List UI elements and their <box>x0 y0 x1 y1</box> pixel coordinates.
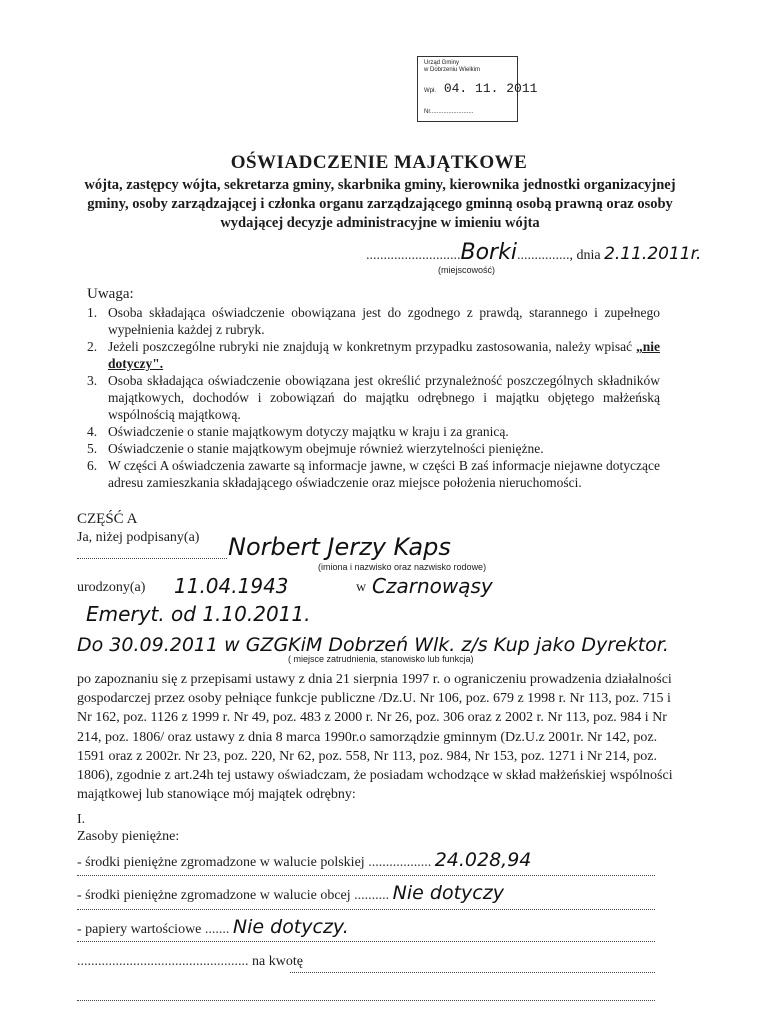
stamp-number-label: Nr <box>424 109 430 115</box>
note-text: Osoba składająca oświadczenie obowiązana jest określić przynależność poszczególnych składników majątkowych, dochodów i zobowiązań do majątku odrębnego i majątku objętego małżeńską wspólnością majątkową. <box>108 373 660 422</box>
note-number: 6. <box>87 458 98 473</box>
date-value: 2.11.2011r. <box>604 244 702 264</box>
document-subtitle: wójta, zastępcy wójta, sekretarza gminy, skarbnika gminy, kierownika jednostki organizacyjnej gminy, osoby zarządzającej i członka organu zarządzającego gminną osobą prawną oraz osoby wydającej decyzje administracyjne w imieniu wójta <box>84 177 676 231</box>
name-value: Norbert Jerzy Kaps <box>228 533 451 561</box>
dotted-rule <box>77 1000 655 1001</box>
note-number: 3. <box>87 373 98 388</box>
amount-dots: ................................................. <box>77 954 249 969</box>
note-item <box>87 304 660 338</box>
stamp-received-label: Wpł. <box>424 88 436 94</box>
note-text: W części A oświadczenia zawarte są informacje jawne, w części B zaś informacje niejawne dotyczące adresu zamieszkania składającego oświadczenie oraz miejsce położenia nieruchomości. <box>108 458 660 490</box>
stamp-office-line2: w Dobrzeniu Wielkim <box>424 67 481 73</box>
statement-body: po zapoznaniu się z przepisami ustawy z dnia 21 sierpnia 1997 r. o ograniczeniu prowadzenia działalności gospodarczej przez osoby pełniące funkcje publiczne /Dz.U. Nr 106, poz. 679 z 1998 r. Nr 113, poz. 715 i Nr 162, poz. 1126 z 1999 r. Nr 49, poz. 483 z 2000 r. Nr 26, poz. 306 oraz z 2002 r. Nr 113, poz. 984 i Nr 214, poz. 1806/ oraz ustawy z dnia 8 marca 1990r.o samorządzie gminnym (Dz.U.z 2001r. Nr 142, poz. 1591 oraz z 2002r. Nr 23, poz. 220, Nr 62, poz. 558, Nr 113, poz. 984, Nr 153, poz. 1271 i Nr 214, poz. 1806), zgodnie z art.24h tej ustawy oświadczam, że posiadam wchodzące w skład małżeńskiej wspólności majątkowej lub stanowiące mój majątek odrębny: <box>77 672 673 803</box>
amount-label: na kwotę <box>252 954 303 969</box>
place-caption: (miejscowość) <box>438 265 496 275</box>
note-text <box>108 338 660 372</box>
born-in-label: w <box>356 580 367 595</box>
place-dots-after: ............... <box>516 248 570 263</box>
dotted-rule <box>290 972 655 973</box>
pln-value: 24.028,94 <box>434 849 532 871</box>
pln-dots: .................. <box>368 855 432 870</box>
employment-line1: Emeryt. od 1.10.2011. <box>86 602 311 626</box>
name-underline <box>77 558 227 559</box>
stamp-office-line1: Urząd Gminy <box>424 60 460 66</box>
note-text: Oświadczenie o stanie majątkowym obejmuje również wierzytelności pieniężne. <box>108 441 544 456</box>
note-item <box>87 372 660 423</box>
date-label: , dnia <box>569 248 601 263</box>
place-value: Borki <box>460 240 517 265</box>
employment-caption: ( miejsce zatrudnienia, stanowisko lub funkcja) <box>288 654 474 664</box>
note-item <box>87 338 660 372</box>
dotted-rule <box>77 909 655 910</box>
fx-row <box>77 882 504 904</box>
note-text: Osoba składająca oświadczenie obowiązana jest do zgodnego z prawdą, starannego i zupełnego wypełnienia każdej z rubryk. <box>108 305 660 337</box>
note-item <box>87 440 660 457</box>
registry-stamp <box>417 56 538 122</box>
part-a-heading: CZĘŚĆ A <box>77 511 138 527</box>
fx-label: - środki pieniężne zgromadzone w walucie obcej <box>77 888 351 903</box>
note-number: 4. <box>87 424 98 439</box>
born-label: urodzony(a) <box>77 580 146 595</box>
stamp-date-row <box>424 81 537 96</box>
stamp-office <box>424 60 480 74</box>
securities-value: Nie dotyczy. <box>232 916 349 938</box>
place-dots: ........................... <box>366 248 461 263</box>
securities-row <box>77 916 349 938</box>
document-title: OŚWIADCZENIE MAJĄTKOWE <box>230 152 528 173</box>
note-number: 5. <box>87 441 98 456</box>
dotted-rule <box>77 941 655 942</box>
note-emphasis: „nie dotyczy". <box>108 339 660 371</box>
amount-row <box>77 954 303 970</box>
note-number: 1. <box>87 305 98 320</box>
stamp-date: 04. 11. 2011 <box>443 81 538 96</box>
note-item <box>87 423 660 440</box>
stamp-number-row: Nr.......................... <box>424 109 474 115</box>
note-text: Oświadczenie o stanie majątkowym dotyczy majątku w kraju i za granicą. <box>108 424 509 439</box>
notes-heading: Uwaga: <box>87 286 134 302</box>
born-date: 11.04.1943 <box>174 574 289 598</box>
securities-dots: ....... <box>204 922 230 937</box>
signed-label: Ja, niżej podpisany(a) <box>77 530 200 545</box>
place-date-line <box>366 240 701 265</box>
pln-label: - środki pieniężne zgromadzone w walucie polskiej <box>77 855 365 870</box>
pln-row <box>77 849 531 871</box>
section-heading: Zasoby pieniężne: <box>77 829 180 844</box>
name-caption: (imiona i nazwisko oraz nazwisko rodowe) <box>318 562 487 572</box>
section-numeral: I. <box>77 812 86 827</box>
employment-line2: Do 30.09.2011 w GZGKiM Dobrzeń Wlk. z/s Kup jako Dyrektor. <box>77 634 669 656</box>
securities-label: - papiery wartościowe <box>77 922 202 937</box>
note-number: 2. <box>87 339 98 354</box>
note-text-before: Jeżeli poszczególne rubryki nie znajdują w konkretnym przypadku zastosowania, należy wpisać <box>108 339 636 354</box>
fx-value: Nie dotyczy <box>392 882 504 904</box>
fx-dots: .......... <box>354 888 390 903</box>
note-item <box>87 457 660 491</box>
born-place: Czarnowąsy <box>372 574 493 598</box>
dotted-rule <box>77 875 655 876</box>
